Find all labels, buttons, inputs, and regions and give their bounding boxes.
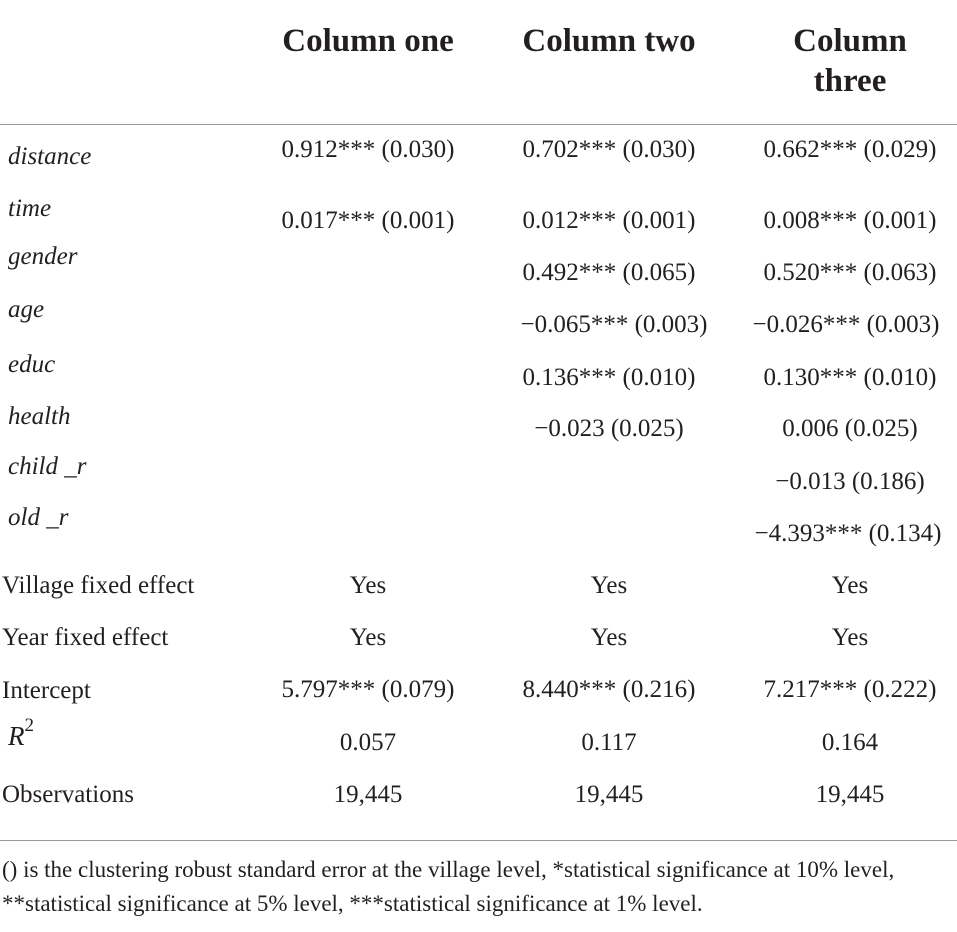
cell-gender-col2: 0.492*** (0.065) <box>522 259 696 286</box>
header-rule <box>0 124 957 125</box>
row-label-intercept: Intercept <box>2 677 91 704</box>
cell-intercept-col2: 8.440*** (0.216) <box>522 676 696 703</box>
cell-r2-col2: 0.117 <box>581 729 637 756</box>
row-label-distance: distance <box>8 143 92 170</box>
cell-intercept-col3: 7.217*** (0.222) <box>763 676 937 703</box>
column-header-three: Column three <box>793 23 907 99</box>
row-label-village-fixed-effect: Village fixed effect <box>2 572 195 599</box>
cell-year-fe-col1: Yes <box>349 624 387 651</box>
row-label-gender: gender <box>8 243 78 270</box>
cell-child-r-col3: −0.013 (0.186) <box>775 468 925 495</box>
cell-gender-col3: 0.520*** (0.063) <box>763 259 937 286</box>
row-label-child-r: child _r <box>8 453 87 480</box>
cell-observations-col3: 19,445 <box>815 781 885 808</box>
row-label-observations: Observations <box>2 781 134 808</box>
cell-age-col3: −0.026*** (0.003) <box>752 311 940 338</box>
cell-intercept-col1: 5.797*** (0.079) <box>281 676 455 703</box>
row-label-year-fixed-effect: Year fixed effect <box>2 624 169 651</box>
cell-r2-col3: 0.164 <box>821 729 879 756</box>
table-footnote: () is the clustering robust standard error at the village level, *statistical significance at 10% level, **statistical significance at 5% level, ***statistical significance at 1% level. <box>2 857 895 916</box>
cell-distance-col3: 0.662*** (0.029) <box>763 136 937 163</box>
cell-old-r-col3: −4.393*** (0.134) <box>754 520 942 547</box>
cell-observations-col2: 19,445 <box>574 781 644 808</box>
cell-observations-col1: 19,445 <box>333 781 403 808</box>
cell-village-fe-col1: Yes <box>349 572 387 599</box>
cell-r2-col1: 0.057 <box>339 729 397 756</box>
cell-time-col1: 0.017*** (0.001) <box>281 207 455 234</box>
column-header-one: Column one <box>282 23 454 59</box>
cell-time-col2: 0.012*** (0.001) <box>522 207 696 234</box>
cell-age-col2: −0.065*** (0.003) <box>520 311 708 338</box>
footer-rule <box>0 840 957 841</box>
row-label-old-r: old _r <box>8 504 69 531</box>
cell-educ-col3: 0.130*** (0.010) <box>763 364 937 391</box>
cell-year-fe-col3: Yes <box>831 624 869 651</box>
row-label-age: age <box>8 296 45 323</box>
row-label-educ: educ <box>8 351 56 378</box>
cell-health-col3: 0.006 (0.025) <box>782 415 918 442</box>
row-label-time: time <box>8 195 52 222</box>
cell-distance-col2: 0.702*** (0.030) <box>522 136 696 163</box>
column-header-two: Column two <box>522 23 696 59</box>
row-label-health: health <box>8 403 71 430</box>
cell-village-fe-col3: Yes <box>831 572 869 599</box>
cell-educ-col2: 0.136*** (0.010) <box>522 364 696 391</box>
cell-distance-col1: 0.912*** (0.030) <box>281 136 455 163</box>
cell-village-fe-col2: Yes <box>590 572 628 599</box>
cell-health-col2: −0.023 (0.025) <box>534 415 684 442</box>
row-label-r-squared: $R^2$ <box>8 715 34 751</box>
cell-time-col3: 0.008*** (0.001) <box>763 207 937 234</box>
cell-year-fe-col2: Yes <box>590 624 628 651</box>
